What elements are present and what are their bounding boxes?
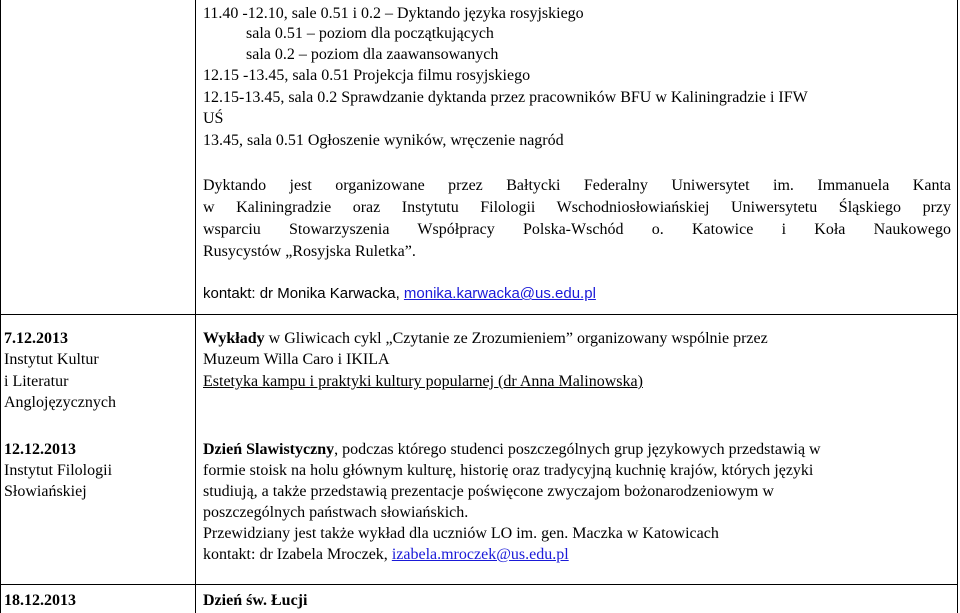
institute-1212-line-1: Instytut Filologii	[4, 462, 113, 479]
institute-1212-line-2: Słowiańskiej	[4, 483, 87, 500]
event-712-title: Wykłady	[203, 330, 265, 347]
date-12-12: 12.12.2013	[4, 441, 76, 458]
email-link-mroczek[interactable]: izabela.mroczek@us.edu.pl	[391, 546, 569, 563]
event-1212-line-2: formie stoisk na holu głównym kulturę, historię oraz tradycyjną kuchnię krajów, których języki	[203, 462, 814, 479]
organizer-line-4: Rusycystów „Rosyjska Ruletka”.	[203, 243, 416, 260]
date-18-12: 18.12.2013	[4, 592, 76, 609]
event-712-line-3: Estetyka kampu i praktyki kultury popularnej (dr Anna Malinowska)	[203, 373, 643, 390]
date-7-12: 7.12.2013	[4, 330, 68, 347]
institute-712-line-2: i Literatur	[4, 373, 69, 390]
schedule-line-7: 13.45, sala 0.51 Ogłoszenie wyników, wręczenie nagród	[203, 132, 564, 149]
schedule-line-1: 11.40 -12.10, sale 0.51 i 0.2 – Dyktando języka rosyjskiego	[203, 5, 584, 22]
contact-prefix: kontakt: dr Monika Karwacka,	[203, 285, 404, 302]
organizer-line-2: w Kaliningradzie oraz Instytutu Filologii Wschodniosłowiańskiej Uniwersytetu Śląskiego przy	[203, 199, 951, 216]
table-left-border	[0, 0, 1, 613]
table-column-divider	[195, 0, 196, 613]
event-1212-line-4: poszczególnych państwach słowiańskich.	[203, 504, 469, 521]
schedule-line-5: 12.15-13.45, sala 0.2 Sprawdzanie dyktanda przez pracowników BFU w Kaliningradzie i IFW	[203, 89, 808, 106]
schedule-line-3: sala 0.2 – poziom dla zaawansowanych	[246, 46, 499, 63]
schedule-line-6: UŚ	[203, 110, 224, 127]
event-1212-title: Dzień Slawistyczny	[203, 441, 335, 458]
row-divider-bottom	[0, 584, 958, 585]
event-1212-line-1	[203, 440, 821, 460]
contact-line-2	[203, 545, 569, 565]
event-712-desc: w Gliwicach cykl „Czytanie ze Zrozumieniem” organizowany wspólnie przez	[264, 330, 768, 347]
event-1212-desc: , podczas którego studenci poszczególnych grup językowych przedstawią w	[334, 441, 821, 458]
organizer-line-1: Dyktando jest organizowane przez Bałtycki Federalny Uniwersytet im. Immanuela Kanta	[203, 177, 951, 194]
event-1212-line-3: studiują, a także przedstawią prezentacje poświęcone zwyczajom bożonarodzeniowym w	[203, 483, 774, 500]
organizer-line-3: wsparciu Stowarzyszenia Współpracy Polska-Wschód o. Katowice i Koła Naukowego	[203, 221, 951, 238]
table-right-border	[957, 0, 958, 613]
institute-712-line-1: Instytut Kultur	[4, 351, 99, 368]
event-1812-title: Dzień św. Łucji	[203, 592, 308, 609]
email-link-karwacka[interactable]: monika.karwacka@us.edu.pl	[403, 285, 596, 302]
contact-prefix-mroczek: kontakt: dr Izabela Mroczek,	[203, 546, 392, 563]
row-divider-top	[0, 314, 958, 315]
institute-712-line-3: Anglojęzycznych	[4, 394, 116, 411]
schedule-line-4: 12.15 -13.45, sala 0.51 Projekcja filmu rosyjskiego	[203, 67, 531, 84]
schedule-line-2: sala 0.51 – poziom dla początkujących	[246, 25, 494, 42]
event-712-line-2: Muzeum Willa Caro i IKILA	[203, 351, 390, 368]
contact-line-1	[203, 284, 596, 304]
event-1212-line-5: Przewidziany jest także wykład dla uczniów LO im. gen. Maczka w Katowicach	[203, 525, 719, 542]
event-712-line-1	[203, 329, 768, 349]
